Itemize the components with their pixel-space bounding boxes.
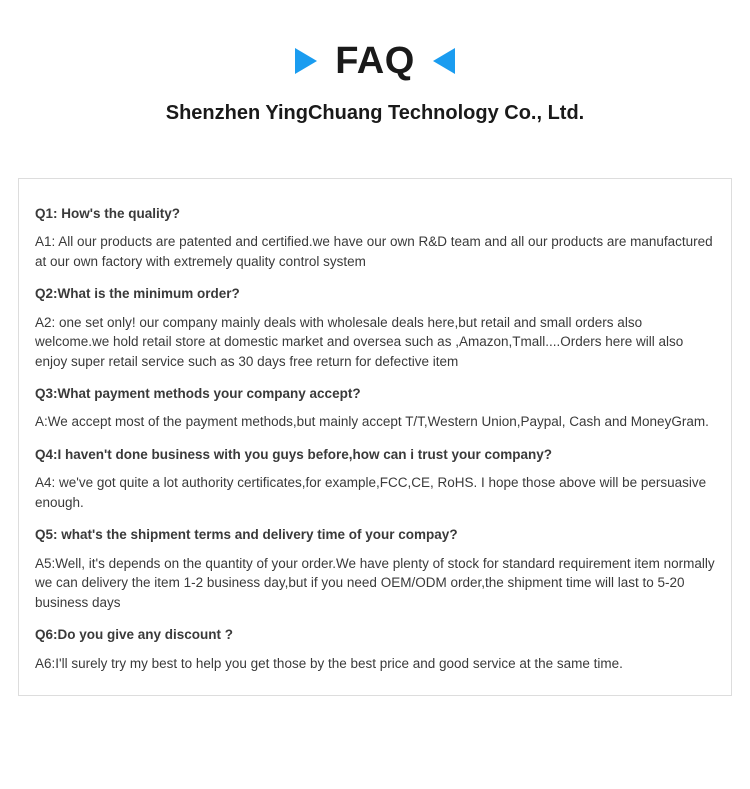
faq-question: Q6:Do you give any discount ? [35,627,234,643]
faq-item [35,526,715,612]
faq-question: Q2:What is the minimum order? [35,286,240,302]
faq-answer: A6:I'll surely try my best to help you get those by the best price and good service at the same time. [35,655,623,671]
faq-answer: A5:Well, it's depends on the quantity of your order.We have plenty of stock for standard requirement item normally we can delivery the item 1-2 business day,but if you need OEM/ODM order,the shipment time will last to 5-20 business days [35,555,715,610]
faq-question: Q1: How's the quality? [35,206,180,221]
faq-question: Q5: what's the shipment terms and delivery time of your compay? [35,527,458,543]
triangle-right-icon [295,48,317,74]
triangle-left-icon [433,48,455,74]
page-header [0,0,750,125]
faq-answer: A4: we've got quite a lot authority certificates,for example,FCC,CE, RoHS. I hope those above will be persuasive enough. [35,475,707,510]
page-title: FAQ [335,40,415,82]
faq-item [35,446,715,512]
faq-question: Q4:I haven't done business with you guys before,how can i trust your company? [35,447,553,463]
faq-item [35,285,715,371]
faq-item [35,385,715,432]
faq-answer: A:We accept most of the payment methods,but mainly accept T/T,Western Union,Paypal, Cash and MoneyGram. [35,414,709,430]
faq-answer: A1: All our products are patented and certified.we have our own R&D team and all our products are manufactured at our own factory with extremely quality control system [35,234,713,269]
faq-item [35,626,715,673]
faq-answer: A2: one set only! our company mainly deals with wholesale deals here,but retail and small orders also welcome.we hold retail store at domestic market and oversea such as ,Amazon,Tmall....Orders here will also enjoy super retail service such as 30 days free return for defective item [35,314,684,369]
faq-question: Q3:What payment methods your company accept? [35,386,361,402]
faq-item [35,205,715,271]
footer-spacer [0,767,750,789]
faq-list [18,178,732,696]
title-row [0,42,750,80]
company-name: Shenzhen YingChuang Technology Co., Ltd. [165,102,585,124]
